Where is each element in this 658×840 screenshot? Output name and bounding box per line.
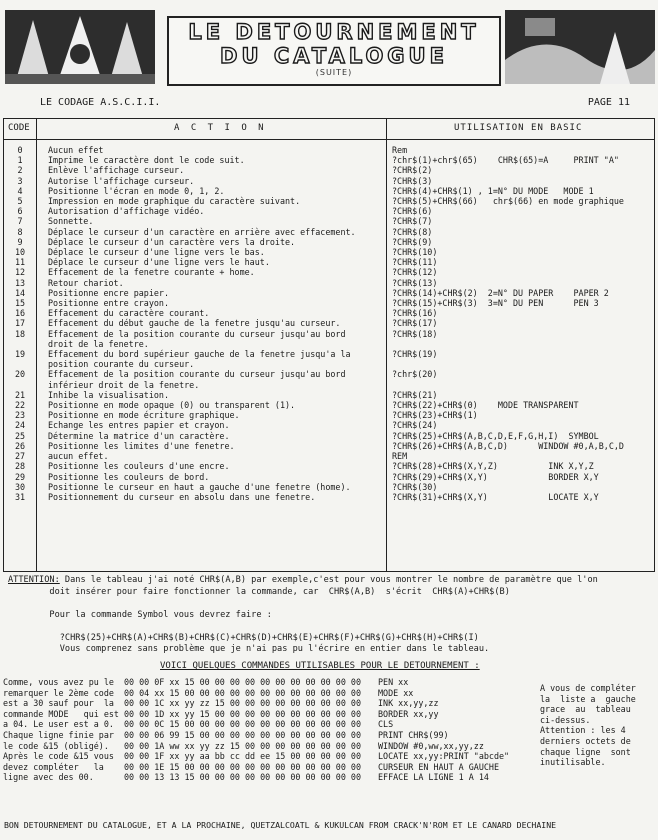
- table-header-rule: [4, 139, 654, 140]
- page-number: PAGE 11: [587, 97, 630, 108]
- action-column: Aucun effet Imprime le caractère dont le code suit. Enlève l'affichage curseur. Autorise l'affichage curseur. Positionne l'écran en mode 0, 1, 2. Impression en mode graphique du caractère suivant. Autorisation d'affichage vidéo. Sonnette. Déplace le curseur d'un caractère en arrière avec effacement. Déplace le curseur d'un caractère vers la droite. Déplace le curseur d'une ligne vers le bas. Déplace le curseur d'une ligne vers le haut. Effacement de la fenetre courante + home. Retour chariot. Positionne encre papier. Positionne entre crayon. Effacement du caractère courant. Effacement du début gauche de la fenetre jusqu'au curseur. Effacement de la position courante du curseur jusqu'au bord droit de la fenetre. Effacement du bord supérieur gauche de la fenetre jusqu'a la position courante du curseur. Effacement de la position courante du curseur jusqu'au bord inférieur droit de la fenetre. Inhibe la visualisation. Positionne en mode opaque (0) ou transparent (1). Positionne en mode écriture graphique. Echange les entres papier et crayon. Détermine la matrice d'un caractère. Positionne les limites d'une fenetre. aucun effet. Positionne les couleurs d'une encre. Positionne les couleurs de bord. Positionne le curseur en haut a gauche d'une fenetre (home). Positionnement du curseur en absolu dans une fenetre.: [48, 145, 356, 502]
- attention-label: ATTENTION:: [8, 575, 60, 585]
- attention-note: [8, 575, 648, 656]
- banner: [5, 6, 655, 88]
- footer: BON DETOURNEMENT DU CATALOGUE, ET A LA PROCHAINE, QUETZALCOATL & KUKULCAN FROM CRACK'N'ROM ET LE CANARD DECHAINE: [4, 820, 557, 830]
- banner-title-line2: DU CATALOGUE: [220, 44, 448, 68]
- commands-heading: VOICI QUELQUES COMMANDES UTILISABLES POUR LE DETOURNEMENT :: [160, 661, 480, 671]
- table-divider: [386, 119, 387, 571]
- commands-right-note: A vous de compléter la liste a gauche grace au tableau ci-dessus. Attention : les 4 derniers octets de chaque ligne sont inutilisable.: [540, 683, 636, 768]
- banner-art-left: [5, 10, 155, 84]
- col-header-code: CODE: [8, 123, 30, 133]
- banner-title-line1: LE DETOURNEMENT: [188, 20, 480, 44]
- col-header-action: A C T I O N: [174, 123, 267, 133]
- banner-art-right: [505, 10, 655, 84]
- commands-left-note: Comme, vous avez pu le remarquer le 2ème code est a 30 sauf pour la commande MODE qui est a 04. Le user est a 0. Chaque ligne finie par le code &15 (obligé). Après le code &15 vous devez compléter la ligne avec des 00.: [3, 677, 119, 783]
- title-box: [167, 16, 501, 86]
- col-header-basic: UTILISATION EN BASIC: [454, 123, 583, 133]
- section-title: LE CODAGE A.S.C.I.I.: [40, 97, 161, 108]
- banner-subtitle: (SUITE): [315, 68, 353, 77]
- ascii-table: [3, 118, 655, 572]
- table-divider: [36, 119, 37, 571]
- commands-hex-codes: 00 00 0F xx 15 00 00 00 00 00 00 00 00 00 00 00 00 04 xx 15 00 00 00 00 00 00 00 00 00 00 00 00 00 00 1C xx yy zz 15 00 00 00 00 00 00 00 00 00 00 00 1D xx yy 15 00 00 00 00 00 00 00 00 00 00 00 00 0C 15 00 00 00 00 00 00 00 00 00 00 00 00 00 00 06 99 15 00 00 00 00 00 00 00 00 00 00 00 00 00 1A ww xx yy zz 15 00 00 00 00 00 00 00 00 00 00 1F xx yy aa bb cc dd ee 15 00 00 00 00 00 00 00 1E 15 00 00 00 00 00 00 00 00 00 00 00 00 00 00 13 13 15 00 00 00 00 00 00 00 00 00 00 00: [124, 677, 361, 783]
- attention-text: Dans le tableau j'ai noté CHR$(A,B) par exemple,c'est pour vous montrer le nombre de paramètre que l'on doit insérer pour faire fonctionner la commande, car CHR$(A,B) s'écrit CHR$(A)+CHR$(B) Pour la commande Symbol vous devrez faire : ?CHR$(25)+CHR$(A)+CHR$(B)+CHR$(C)+CHR$(D)+CHR$(E)+CHR$(F)+CHR$(G)+CHR$(H)+CHR$(I) Vous comprenez sans problème que je n'ai pas pu l'écrire en entier dans le tableau.: [49, 575, 598, 654]
- commands-equivalents: PEN xx MODE xx INK xx,yy,zz BORDER xx,yy CLS PRINT CHR$(99) WINDOW #0,ww,xx,yy,zz LOCATE xx,yy:PRINT "abcde" CURSEUR EN HAUT A GAUCHE EFFACE LA LIGNE 1 A 14: [378, 677, 510, 783]
- basic-usage-column: Rem ?chr$(1)+chr$(65) CHR$(65)=A PRINT "A" ?CHR$(2) ?CHR$(3) ?CHR$(4)+CHR$(1) , 1=N° DU MODE MODE 1 ?CHR$(5)+CHR$(66) chr$(66) en mode graphique ?CHR$(6) ?CHR$(7) ?CHR$(8) ?CHR$(9) ?CHR$(10) ?CHR$(11) ?CHR$(12) ?CHR$(13) ?CHR$(14)+CHR$(2) 2=N° DU PAPER PAPER 2 ?CHR$(15)+CHR$(3) 3=N° DU PEN PEN 3 ?CHR$(16) ?CHR$(17) ?CHR$(18) ?CHR$(19) ?chr$(20) ?CHR$(21) ?CHR$(22)+CHR$(0) MODE TRANSPARENT ?CHR$(23)+CHR$(1) ?CHR$(24) ?CHR$(25)+CHR$(A,B,C,D,E,F,G,H,I) SYMBOL ?CHR$(26)+CHR$(A,B,C,D) WINDOW #0,A,B,C,D REM ?CHR$(28)+CHR$(X,Y,Z) INK X,Y,Z ?CHR$(29)+CHR$(X,Y) BORDER X,Y ?CHR$(30) ?CHR$(31)+CHR$(X,Y) LOCATE X,Y: [392, 145, 624, 502]
- code-column: 0 1 2 3 4 5 6 7 8 9 10 11 12 13 14 15 16 17 18 19 20 21 22 23 24 25 26 27 28 29 30 31: [14, 145, 26, 502]
